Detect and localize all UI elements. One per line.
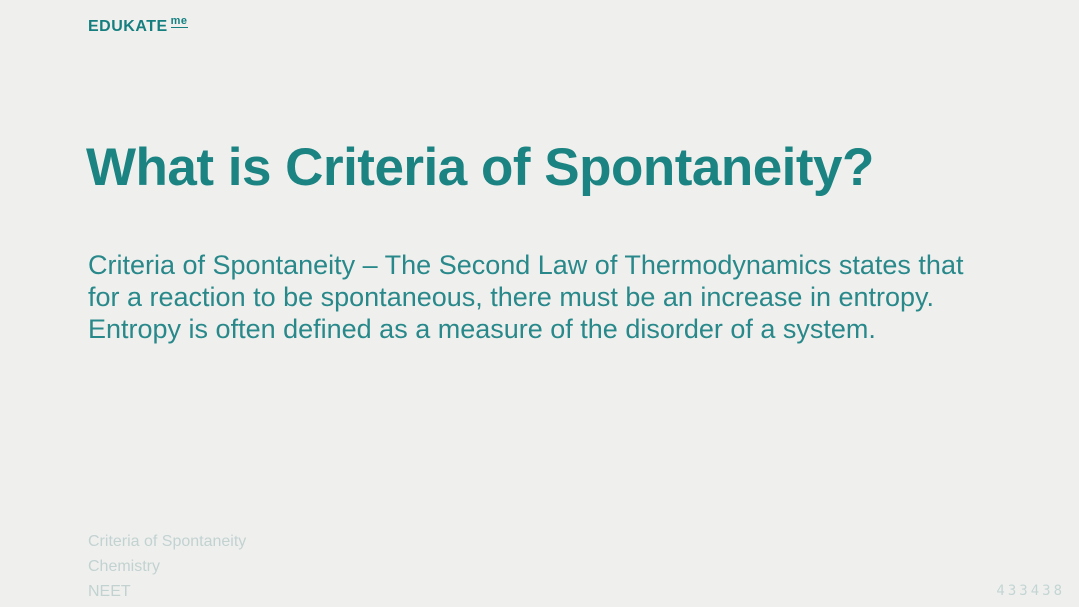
footer-meta — [88, 529, 246, 604]
footer-subject: Chemistry — [88, 558, 161, 575]
footer-topic: Criteria of Spontaneity — [88, 533, 247, 550]
description-text: Criteria of Spontaneity – The Second Law of Thermodynamics states that for a reaction to be spontaneous, there must be an increase in entropy. Entropy is often defined as a measure of the disorder of a system. — [88, 250, 964, 344]
brand-logo — [88, 15, 188, 36]
brand-superscript: me — [170, 15, 188, 27]
footer-exam: NEET — [88, 583, 131, 600]
brand-name: EDUKATE — [88, 18, 168, 35]
page-title: What is Criteria of Spontaneity? — [86, 138, 874, 197]
watermark-number: 433438 — [996, 583, 1065, 599]
